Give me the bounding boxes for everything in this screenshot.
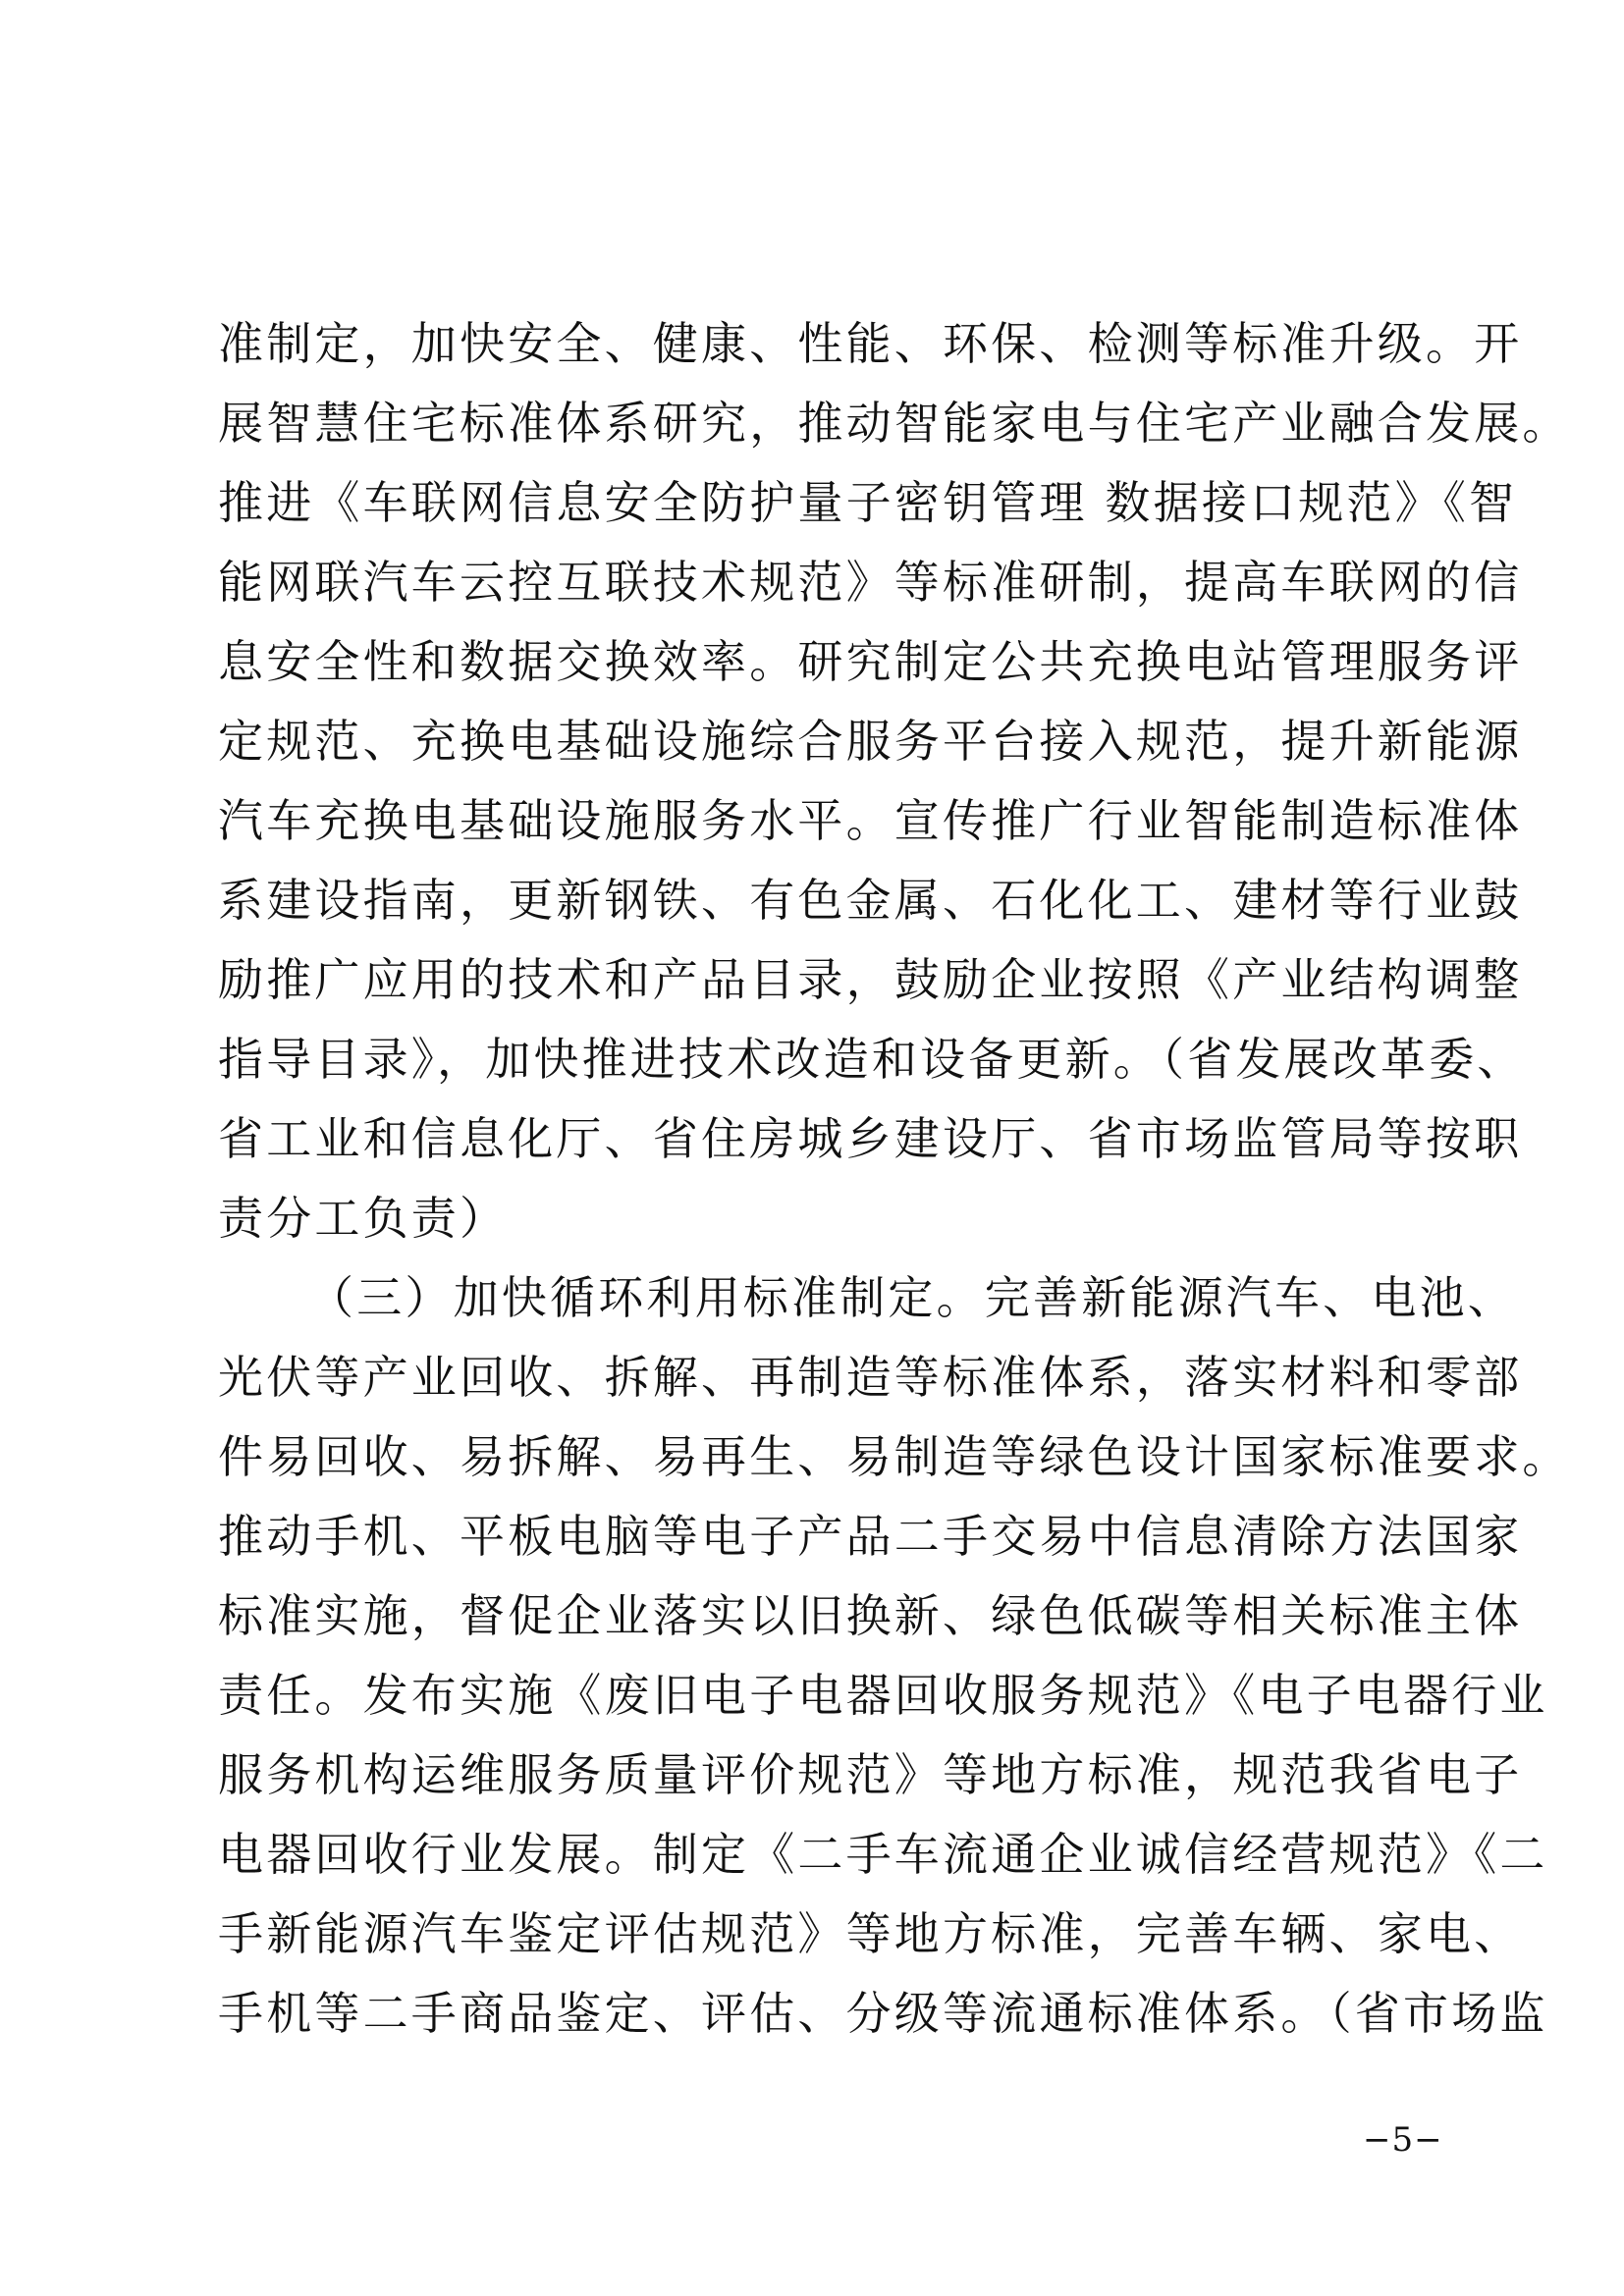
text-line: 能网联汽车云控互联技术规范》等标准研制，提高车联网的信 <box>218 556 1523 609</box>
body-text <box>218 304 1571 2054</box>
text-line: 准制定，加快安全、健康、性能、环保、检测等标准升级。开 <box>218 317 1523 370</box>
text-line: 电器回收行业发展。制定《二手车流通企业诚信经营规范》《二 <box>218 1828 1548 1881</box>
text-line: 定规范、充换电基础设施综合服务平台接入规范，提升新能源 <box>218 715 1523 768</box>
text-line: 件易回收、易拆解、易再生、易制造等绿色设计国家标准要求。 <box>218 1430 1571 1483</box>
text-line: 推动手机、平板电脑等电子产品二手交易中信息清除方法国家 <box>218 1510 1523 1563</box>
text-line: 息安全性和数据交换效率。研究制定公共充换电站管理服务评 <box>218 635 1523 688</box>
text-line: 励推广应用的技术和产品目录，鼓励企业按照《产业结构调整 <box>218 953 1523 1006</box>
text-line: 标准实施，督促企业落实以旧换新、绿色低碳等相关标准主体 <box>218 1589 1523 1642</box>
text-line: 责分工负责） <box>218 1192 509 1245</box>
text-line: 服务机构运维服务质量评价规范》等地方标准，规范我省电子 <box>218 1748 1523 1801</box>
text-line: 手新能源汽车鉴定评估规范》等地方标准，完善车辆、家电、 <box>218 1907 1523 1960</box>
text-line: 推进《车联网信息安全防护量子密钥管理 数据接口规范》《智 <box>218 476 1518 529</box>
text-line: 展智慧住宅标准体系研究，推动智能家电与住宅产业融合发展。 <box>218 397 1571 450</box>
page-number: −5− <box>1363 2120 1443 2160</box>
text-line: 省工业和信息化厅、省住房城乡建设厅、省市场监管局等按职 <box>218 1112 1523 1165</box>
section-heading-line: （三）加快循环利用标准制定。完善新能源汽车、电池、 <box>308 1271 1516 1324</box>
text-line: 系建设指南，更新钢铁、有色金属、石化化工、建材等行业鼓 <box>218 874 1523 927</box>
text-line: 光伏等产业回收、拆解、再制造等标准体系，落实材料和零部 <box>218 1351 1523 1404</box>
text-line: 手机等二手商品鉴定、评估、分级等流通标准体系。（省市场监 <box>218 1987 1548 2040</box>
text-line: 指导目录》，加快推进技术改造和设备更新。（省发展改革委、 <box>218 1033 1526 1086</box>
text-line: 汽车充换电基础设施服务水平。宣传推广行业智能制造标准体 <box>218 794 1523 847</box>
text-line: 责任。发布实施《废旧电子电器回收服务规范》《电子电器行业 <box>218 1669 1548 1722</box>
